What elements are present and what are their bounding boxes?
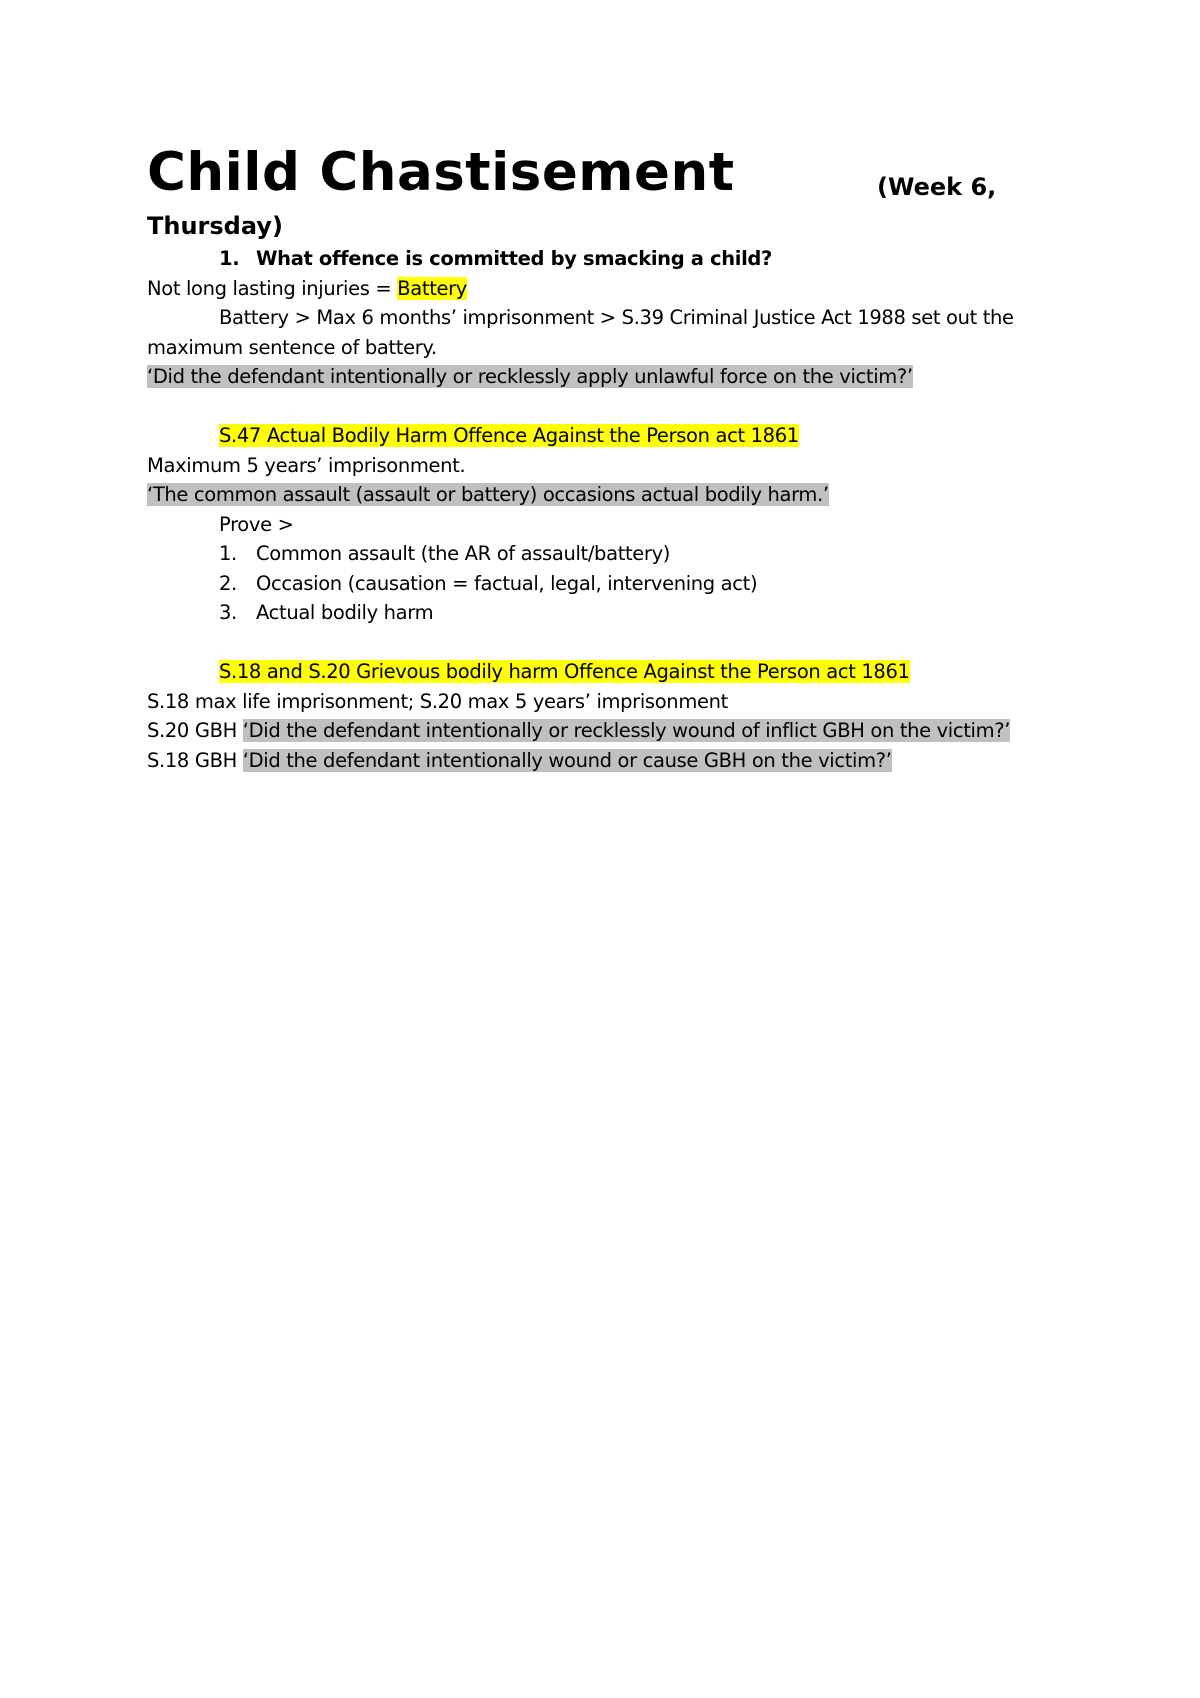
battery-line-3: maximum sentence of battery. [147,335,437,359]
gbh-s18-line [147,746,1067,776]
list-item [147,569,1067,599]
gbh-s20-line [147,716,1067,746]
gbh-s20-prefix: S.20 GBH [147,719,243,742]
abh-heading-line [147,421,1067,451]
battery-line-2: Battery > Max 6 months’ imprisonment > S.39 Criminal Justice Act 1988 set out the [219,306,1014,329]
gbh-s20-question: ‘Did the defendant intentionally or recklessly wound of inflict GBH on the victim?’ [242,719,1011,742]
spacer [147,392,1067,422]
abh-question: ‘The common assault (assault or battery) occasions actual bodily harm.’ [147,483,829,506]
list-number: 2. [219,571,237,595]
question-item [147,244,1067,274]
battery-highlight: Battery [397,276,467,300]
page-title: Child Chastisement [147,142,735,203]
list-number: 3. [219,601,237,624]
list-item [147,598,1067,628]
battery-question: ‘Did the defendant intentionally or recklessly apply unlawful force on the victim?’ [147,365,913,388]
abh-prove: Prove > [219,512,294,536]
list-text: Occasion (causation = factual, legal, intervening act) [256,571,758,595]
document-page [147,140,1067,775]
battery-question-line [147,362,1067,392]
battery-line-1 [147,274,1067,304]
battery-prefix: Not long lasting injuries = [147,276,398,300]
abh-max: Maximum 5 years’ imprisonment. [147,453,466,477]
title-row [147,140,1067,208]
abh-question-line [147,480,1067,510]
list-text: Common assault (the AR of assault/battery) [256,542,671,565]
question-text: What offence is committed by smacking a child? [256,247,772,270]
title-week: (Week 6, [877,173,997,201]
list-number: 1. [219,542,237,565]
abh-heading: S.47 Actual Bodily Harm Offence Against the Person act 1861 [219,424,799,447]
gbh-max: S.18 max life imprisonment; S.20 max 5 years’ imprisonment [147,689,728,713]
list-item [147,539,1067,569]
spacer [147,628,1067,658]
gbh-s18-question: ‘Did the defendant intentionally wound or cause GBH on the victim?’ [242,748,892,772]
question-number: 1. [219,247,240,270]
gbh-s18-prefix: S.18 GBH [147,748,243,772]
title-day: Thursday) [147,212,283,240]
list-text: Actual bodily harm [256,601,434,624]
gbh-heading-line [147,657,1067,687]
gbh-heading: S.18 and S.20 Grievous bodily harm Offence Against the Person act 1861 [219,660,910,683]
